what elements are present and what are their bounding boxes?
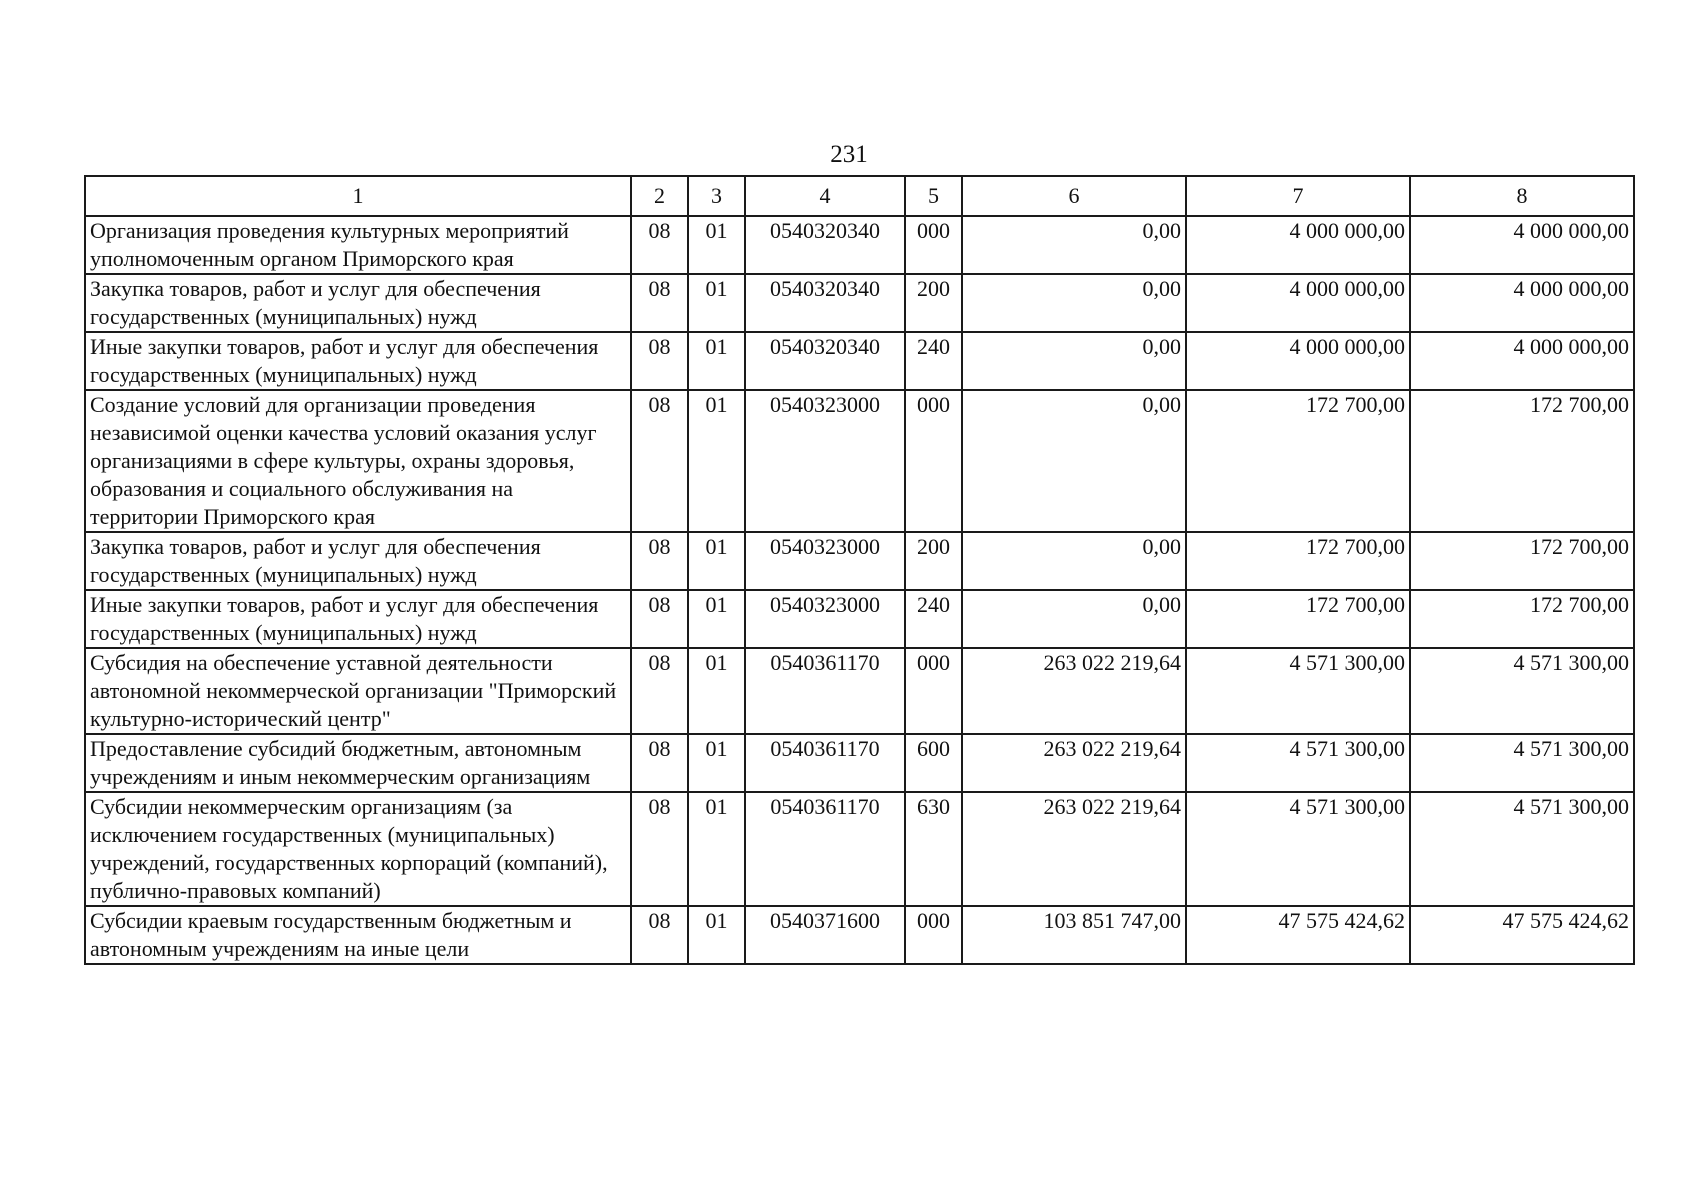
row-section: 08 bbox=[631, 532, 688, 590]
row-name: Организация проведения культурных мероприятий уполномоченным органом Приморского края bbox=[85, 216, 631, 274]
page-number: 231 bbox=[830, 141, 868, 168]
row-amount-8: 172 700,00 bbox=[1410, 390, 1634, 532]
row-amount-7: 47 575 424,62 bbox=[1186, 906, 1410, 964]
row-expense-type: 200 bbox=[905, 532, 962, 590]
row-expense-type: 240 bbox=[905, 332, 962, 390]
row-subsection: 01 bbox=[688, 274, 745, 332]
row-target-code: 0540361170 bbox=[745, 648, 905, 734]
row-amount-7: 4 571 300,00 bbox=[1186, 648, 1410, 734]
row-target-code: 0540323000 bbox=[745, 590, 905, 648]
column-header: 2 bbox=[631, 176, 688, 216]
column-header: 6 bbox=[962, 176, 1186, 216]
row-expense-type: 240 bbox=[905, 590, 962, 648]
row-section: 08 bbox=[631, 390, 688, 532]
row-amount-8: 4 571 300,00 bbox=[1410, 734, 1634, 792]
row-section: 08 bbox=[631, 734, 688, 792]
row-section: 08 bbox=[631, 792, 688, 906]
row-amount-7: 172 700,00 bbox=[1186, 532, 1410, 590]
table-row bbox=[85, 906, 1634, 964]
row-subsection: 01 bbox=[688, 216, 745, 274]
row-target-code: 0540323000 bbox=[745, 390, 905, 532]
row-subsection: 01 bbox=[688, 590, 745, 648]
row-target-code: 0540371600 bbox=[745, 906, 905, 964]
row-subsection: 01 bbox=[688, 532, 745, 590]
row-amount-6: 0,00 bbox=[962, 390, 1186, 532]
row-name: Иные закупки товаров, работ и услуг для обеспечения государственных (муниципальных) нужд bbox=[85, 590, 631, 648]
column-header: 1 bbox=[85, 176, 631, 216]
row-amount-6: 263 022 219,64 bbox=[962, 734, 1186, 792]
row-name: Предоставление субсидий бюджетным, автономным учреждениям и иным некоммерческим организациям bbox=[85, 734, 631, 792]
row-subsection: 01 bbox=[688, 906, 745, 964]
row-amount-7: 4 000 000,00 bbox=[1186, 332, 1410, 390]
row-expense-type: 000 bbox=[905, 216, 962, 274]
row-name: Закупка товаров, работ и услуг для обеспечения государственных (муниципальных) нужд bbox=[85, 532, 631, 590]
row-subsection: 01 bbox=[688, 390, 745, 532]
row-amount-6: 0,00 bbox=[962, 332, 1186, 390]
row-name: Субсидия на обеспечение уставной деятельности автономной некоммерческой организации "Приморский культурно-исторический центр" bbox=[85, 648, 631, 734]
row-target-code: 0540320340 bbox=[745, 274, 905, 332]
table-row bbox=[85, 648, 1634, 734]
row-subsection: 01 bbox=[688, 792, 745, 906]
row-amount-7: 4 571 300,00 bbox=[1186, 734, 1410, 792]
table-row bbox=[85, 734, 1634, 792]
row-expense-type: 000 bbox=[905, 390, 962, 532]
row-amount-6: 0,00 bbox=[962, 590, 1186, 648]
row-expense-type: 200 bbox=[905, 274, 962, 332]
row-section: 08 bbox=[631, 906, 688, 964]
table-row bbox=[85, 332, 1634, 390]
row-subsection: 01 bbox=[688, 332, 745, 390]
row-amount-8: 4 571 300,00 bbox=[1410, 792, 1634, 906]
table-row bbox=[85, 532, 1634, 590]
row-amount-7: 4 000 000,00 bbox=[1186, 216, 1410, 274]
row-amount-7: 172 700,00 bbox=[1186, 590, 1410, 648]
row-amount-8: 47 575 424,62 bbox=[1410, 906, 1634, 964]
table-row bbox=[85, 274, 1634, 332]
table-row bbox=[85, 590, 1634, 648]
row-expense-type: 000 bbox=[905, 648, 962, 734]
header-row bbox=[85, 176, 1634, 216]
row-section: 08 bbox=[631, 216, 688, 274]
row-section: 08 bbox=[631, 590, 688, 648]
row-amount-6: 0,00 bbox=[962, 274, 1186, 332]
column-header: 4 bbox=[745, 176, 905, 216]
row-amount-7: 4 571 300,00 bbox=[1186, 792, 1410, 906]
row-amount-8: 4 000 000,00 bbox=[1410, 216, 1634, 274]
budget-table bbox=[84, 175, 1635, 965]
column-header: 7 bbox=[1186, 176, 1410, 216]
row-subsection: 01 bbox=[688, 648, 745, 734]
row-section: 08 bbox=[631, 332, 688, 390]
row-target-code: 0540361170 bbox=[745, 734, 905, 792]
row-name: Иные закупки товаров, работ и услуг для обеспечения государственных (муниципальных) нужд bbox=[85, 332, 631, 390]
row-name: Создание условий для организации проведения независимой оценки качества условий оказания услуг организациями в сфере культуры, охраны здоровья, образования и социального обслуживания на территории Приморского края bbox=[85, 390, 631, 532]
row-amount-8: 4 000 000,00 bbox=[1410, 274, 1634, 332]
row-expense-type: 630 bbox=[905, 792, 962, 906]
table-row bbox=[85, 216, 1634, 274]
row-amount-6: 263 022 219,64 bbox=[962, 648, 1186, 734]
row-amount-8: 4 571 300,00 bbox=[1410, 648, 1634, 734]
row-subsection: 01 bbox=[688, 734, 745, 792]
row-amount-7: 172 700,00 bbox=[1186, 390, 1410, 532]
row-name: Субсидии краевым государственным бюджетным и автономным учреждениям на иные цели bbox=[85, 906, 631, 964]
row-amount-8: 172 700,00 bbox=[1410, 590, 1634, 648]
column-header: 8 bbox=[1410, 176, 1634, 216]
row-amount-6: 103 851 747,00 bbox=[962, 906, 1186, 964]
row-expense-type: 600 bbox=[905, 734, 962, 792]
row-section: 08 bbox=[631, 274, 688, 332]
row-amount-8: 172 700,00 bbox=[1410, 532, 1634, 590]
row-amount-6: 0,00 bbox=[962, 532, 1186, 590]
row-name: Субсидии некоммерческим организациям (за исключением государственных (муниципальных) учреждений, государственных корпораций (компаний), публично-правовых компаний) bbox=[85, 792, 631, 906]
row-amount-6: 0,00 bbox=[962, 216, 1186, 274]
row-target-code: 0540361170 bbox=[745, 792, 905, 906]
row-section: 08 bbox=[631, 648, 688, 734]
column-header: 5 bbox=[905, 176, 962, 216]
row-target-code: 0540323000 bbox=[745, 532, 905, 590]
table-row bbox=[85, 390, 1634, 532]
row-amount-7: 4 000 000,00 bbox=[1186, 274, 1410, 332]
row-amount-8: 4 000 000,00 bbox=[1410, 332, 1634, 390]
table-row bbox=[85, 792, 1634, 906]
row-amount-6: 263 022 219,64 bbox=[962, 792, 1186, 906]
column-header: 3 bbox=[688, 176, 745, 216]
row-name: Закупка товаров, работ и услуг для обеспечения государственных (муниципальных) нужд bbox=[85, 274, 631, 332]
row-target-code: 0540320340 bbox=[745, 216, 905, 274]
row-target-code: 0540320340 bbox=[745, 332, 905, 390]
row-expense-type: 000 bbox=[905, 906, 962, 964]
